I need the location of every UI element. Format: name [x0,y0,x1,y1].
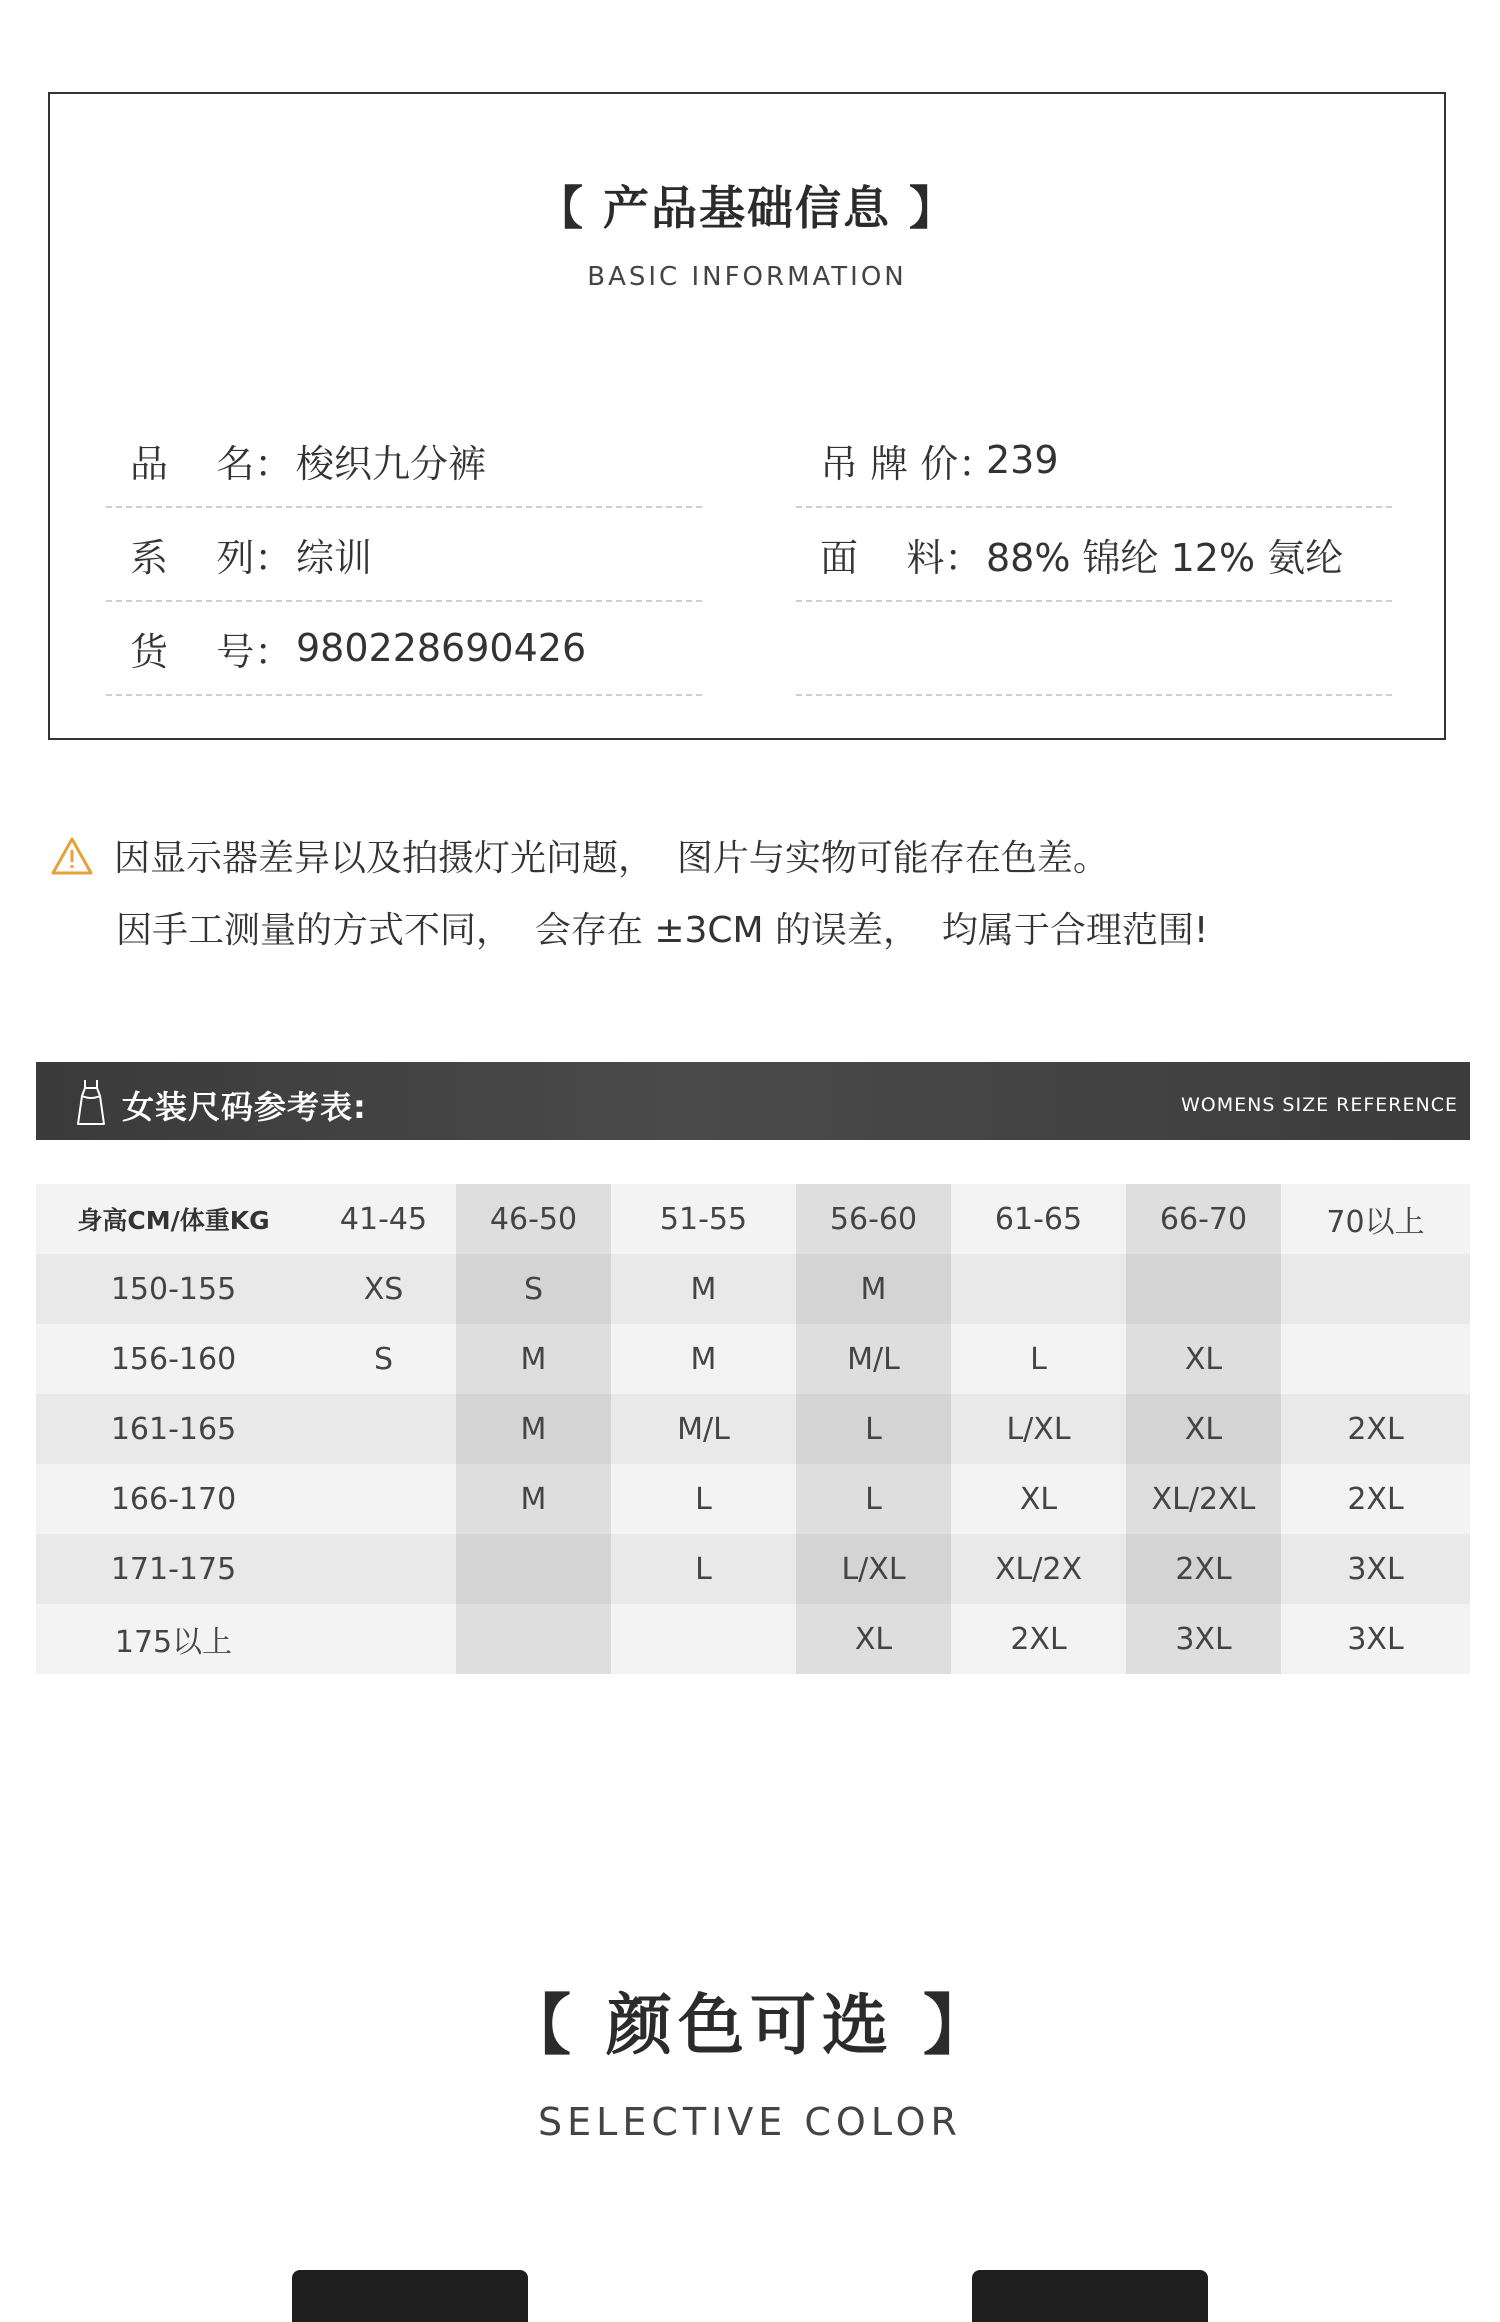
size-cell: 2XL [1126,1534,1281,1604]
size-cell: 3XL [1281,1604,1470,1674]
field-product-name [106,414,702,508]
field-label: 品 名： [130,441,293,486]
size-reference-title: 女装尺码参考表: [122,1088,367,1126]
size-cell: L [796,1464,951,1534]
size-table-header-row [36,1184,1470,1254]
size-cell: S [311,1324,456,1394]
size-cell: 2XL [1281,1464,1470,1534]
corner-header: 身高CM/体重KG [36,1184,311,1254]
height-cell: 175以上 [36,1604,311,1674]
field-label: 货 号： [130,629,293,674]
size-cell: XL/2X [951,1534,1126,1604]
size-cell: XL/2XL [1126,1464,1281,1534]
size-cell: 2XL [951,1604,1126,1674]
dress-icon [74,1078,108,1126]
table-row [36,1324,1470,1394]
weight-header: 51-55 [611,1184,796,1254]
weight-header: 41-45 [311,1184,456,1254]
size-cell [611,1604,796,1674]
height-cell: 150-155 [36,1254,311,1324]
size-cell: XS [311,1254,456,1324]
size-cell [311,1604,456,1674]
field-value: 88% 锦纶 12% 氨纶 [986,535,1344,580]
height-cell: 156-160 [36,1324,311,1394]
weight-header: 56-60 [796,1184,951,1254]
size-cell [311,1464,456,1534]
size-cell [1281,1324,1470,1394]
size-cell: L/XL [951,1394,1126,1464]
field-fabric [796,508,1392,602]
field-label: 面 料： [820,535,983,580]
product-color-option[interactable] [292,2270,528,2322]
color-section-title: 【 颜色可选 】 [505,1987,995,2064]
size-cell: M [611,1324,796,1394]
weight-header: 70以上 [1281,1184,1470,1254]
field-value: 综训 [296,535,373,580]
size-table [36,1184,1470,1674]
field-empty [796,602,1392,696]
color-section-subtitle: SELECTIVE COLOR [538,2100,962,2144]
table-row [36,1604,1470,1674]
field-value: 梭织九分裤 [296,441,487,486]
size-cell: M/L [611,1394,796,1464]
size-cell: M/L [796,1324,951,1394]
size-cell [311,1534,456,1604]
size-cell [311,1394,456,1464]
size-cell [1126,1254,1281,1324]
size-cell: S [456,1254,611,1324]
size-cell: M [456,1464,611,1534]
table-row [36,1254,1470,1324]
product-color-option[interactable] [972,2270,1208,2322]
size-reference-header [36,1062,1470,1140]
size-cell [456,1534,611,1604]
disclaimer-line-1 [50,830,1109,881]
size-cell [1281,1254,1470,1324]
size-cell [456,1604,611,1674]
size-cell: M [456,1394,611,1464]
size-cell: 3XL [1126,1604,1281,1674]
field-label: 系 列： [130,535,293,580]
size-cell: M [611,1254,796,1324]
height-cell: 171-175 [36,1534,311,1604]
size-cell: L [951,1324,1126,1394]
table-row [36,1464,1470,1534]
height-cell: 166-170 [36,1464,311,1534]
size-reference-subtitle: WOMENS SIZE REFERENCE [1180,1094,1458,1116]
size-cell: L/XL [796,1534,951,1604]
field-item-number [106,602,702,696]
size-cell: M [456,1324,611,1394]
field-value: 239 [986,438,1059,482]
field-series [106,508,702,602]
disclaimer-text-2: 因手工测量的方式不同， 会存在 ±3CM 的误差， 均属于合理范围! [116,910,1209,951]
size-cell: M [796,1254,951,1324]
size-cell: 2XL [1281,1394,1470,1464]
field-tag-price [796,414,1392,508]
field-value: 980228690426 [296,626,587,670]
table-row [36,1534,1470,1604]
weight-header: 46-50 [456,1184,611,1254]
height-cell: 161-165 [36,1394,311,1464]
size-cell: XL [1126,1394,1281,1464]
disclaimer-line-2 [116,902,1208,953]
info-subtitle: BASIC INFORMATION [587,262,907,292]
table-row [36,1394,1470,1464]
weight-header: 61-65 [951,1184,1126,1254]
size-cell: XL [951,1464,1126,1534]
field-label: 吊 牌 价： [820,441,997,486]
size-cell: L [796,1394,951,1464]
basic-info-panel [48,92,1446,740]
warning-icon [50,836,94,876]
weight-header: 66-70 [1126,1184,1281,1254]
size-cell: XL [796,1604,951,1674]
size-cell: XL [1126,1324,1281,1394]
size-cell [951,1254,1126,1324]
size-cell: L [611,1464,796,1534]
size-cell: 3XL [1281,1534,1470,1604]
disclaimer-text-1: 因显示器差异以及拍摄灯光问题， 图片与实物可能存在色差。 [114,838,1109,879]
info-title: 【 产品基础信息 】 [536,181,958,235]
size-cell: L [611,1534,796,1604]
